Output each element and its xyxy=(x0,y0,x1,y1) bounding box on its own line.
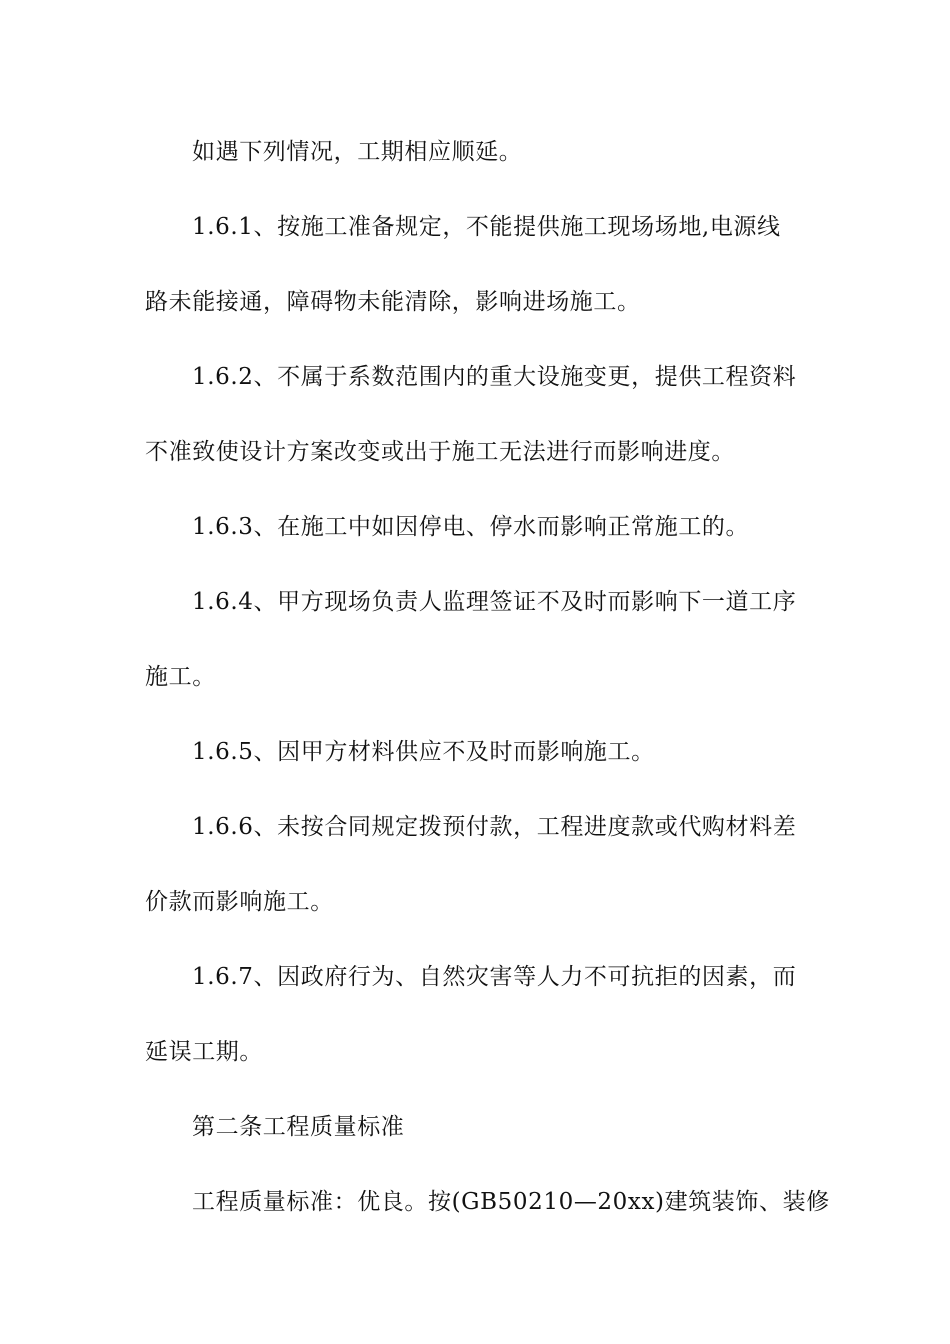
clause-1-6-6-line-1: 1.6.6、未按合同规定拨预付款，工程进度款或代购材料差 xyxy=(192,814,797,840)
quality-standard-line: 工程质量标准：优良。按(GB50210—20xx)建筑装饰、装修 xyxy=(192,1189,830,1215)
clause-1-6-4-line-2: 施工。 xyxy=(145,664,216,690)
clause-1-6-7-line-2: 延误工期。 xyxy=(145,1039,263,1065)
clause-1-6-3: 1.6.3、在施工中如因停电、停水而影响正常施工的。 xyxy=(192,514,750,540)
section-heading: 第二条工程质量标准 xyxy=(192,1114,405,1140)
clause-1-6-6-line-2: 价款而影响施工。 xyxy=(145,889,334,915)
clause-1-6-1-line-1: 1.6.1、按施工准备规定，不能提供施工现场场地,电源线 xyxy=(192,214,781,240)
paragraph-intro: 如遇下列情况，工期相应顺延。 xyxy=(192,139,523,165)
clause-1-6-7-line-1: 1.6.7、因政府行为、自然灾害等人力不可抗拒的因素，而 xyxy=(192,964,797,990)
clause-1-6-5: 1.6.5、因甲方材料供应不及时而影响施工。 xyxy=(192,739,655,765)
clause-1-6-2-line-2: 不准致使设计方案改变或出于施工无法进行而影响进度。 xyxy=(145,439,735,465)
clause-1-6-1-line-2: 路未能接通，障碍物未能清除，影响进场施工。 xyxy=(145,289,641,315)
clause-1-6-4-line-1: 1.6.4、甲方现场负责人监理签证不及时而影响下一道工序 xyxy=(192,589,797,615)
clause-1-6-2-line-1: 1.6.2、不属于系数范围内的重大设施变更，提供工程资料 xyxy=(192,364,797,390)
